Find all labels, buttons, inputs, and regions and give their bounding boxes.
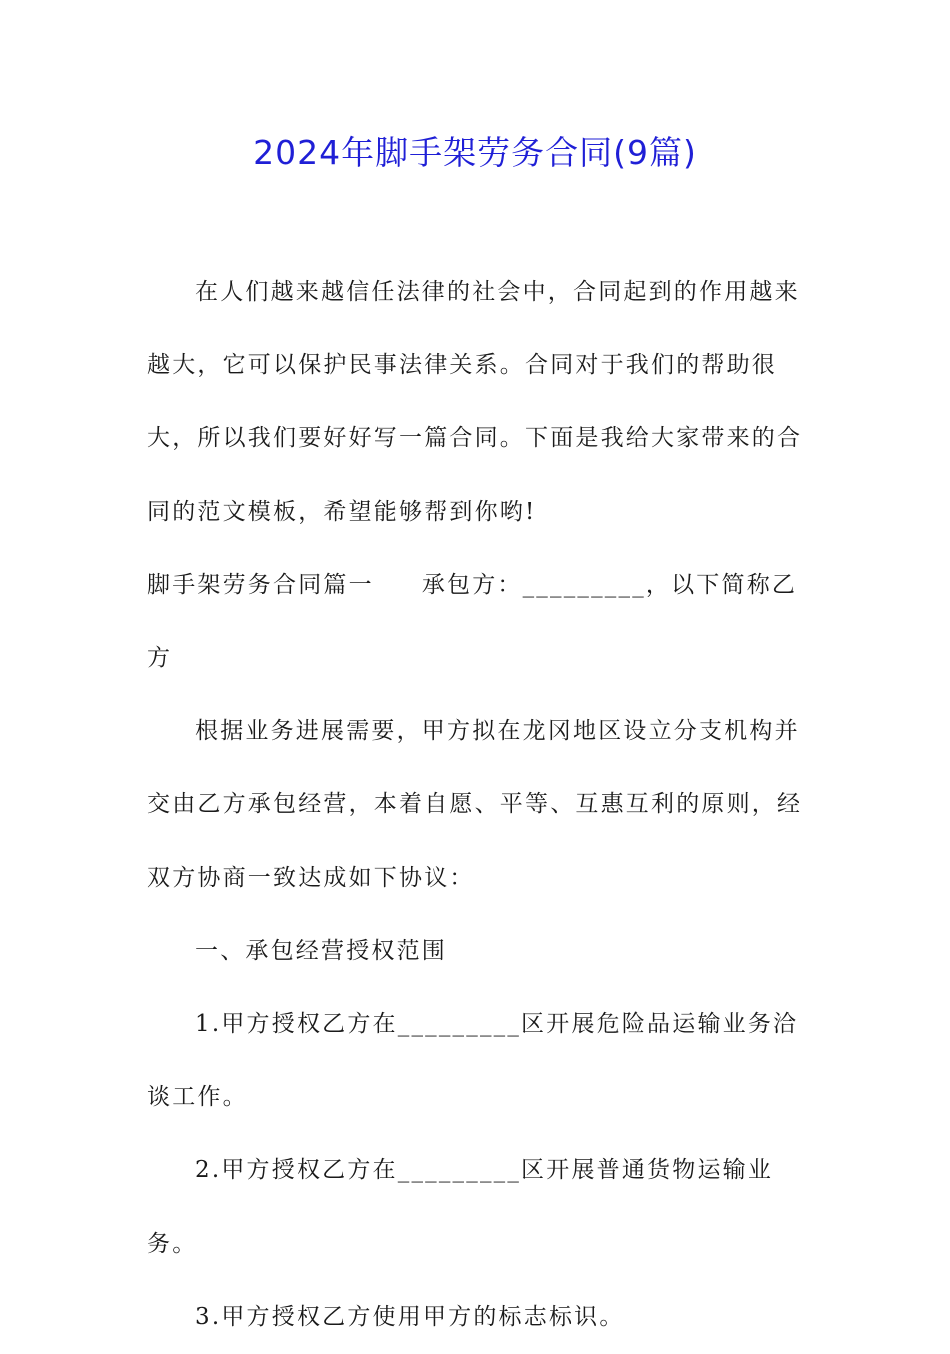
clause-item-3: 3.甲方授权乙方使用甲方的标志标识。 <box>195 1303 625 1330</box>
section-line <box>147 549 807 695</box>
basis-paragraph: 根据业务进展需要，甲方拟在龙冈地区设立分支机构并交由乙方承包经营，本着自愿、平等、互惠互利的原则，经双方协商一致达成如下协议： <box>147 718 803 891</box>
clause-item-1: 1.甲方授权乙方在_________区开展危险品运输业务洽谈工作。 <box>147 1011 799 1111</box>
intro-paragraph: 在人们越来越信任法律的社会中，合同起到的作用越来越大，它可以保护民事法律关系。合同对于我们的帮助很大，所以我们要好好写一篇合同。下面是我给大家带来的合同的范文模板，希望能够帮到你哟! <box>147 279 803 525</box>
clause-heading: 一、承包经营授权范围 <box>195 937 447 964</box>
contractor-line: 承包方：_________，以下简称乙方 <box>147 571 798 672</box>
section-heading: 脚手架劳务合同篇一 <box>147 571 374 598</box>
document-title: 2024年脚手架劳务合同(9篇) <box>253 133 697 172</box>
clause-item-2: 2.甲方授权乙方在_________区开展普通货物运输业务。 <box>147 1157 774 1257</box>
document-body <box>147 256 807 1354</box>
